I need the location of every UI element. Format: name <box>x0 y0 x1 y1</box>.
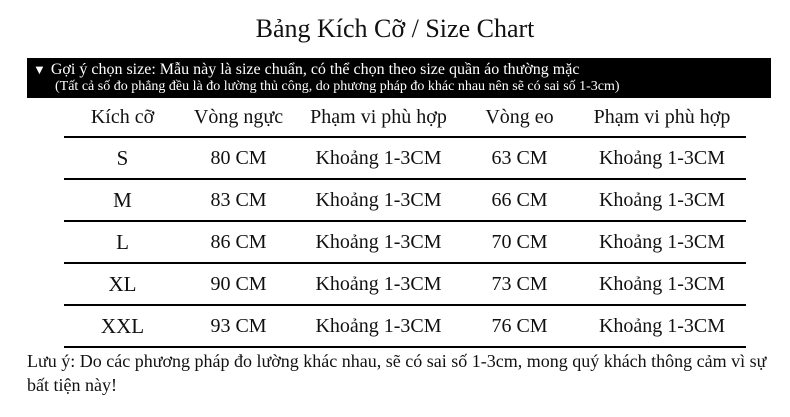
banner-suggestion-text: Gợi ý chọn size: Mẫu này là size chuẩn, có thể chọn theo size quần áo thường mặc <box>50 61 580 78</box>
column-header-chest-range: Phạm vi phù hợp <box>310 106 447 128</box>
cell-waist-range: Khoảng 1-3CM <box>578 137 746 179</box>
size-table <box>64 98 746 348</box>
page-title: Bảng Kích Cỡ / Size Chart <box>255 14 535 43</box>
cell-size: XXL <box>64 305 181 347</box>
table-row <box>64 179 746 221</box>
cell-chest-range: Khoảng 1-3CM <box>296 137 461 179</box>
cell-waist-range: Khoảng 1-3CM <box>578 263 746 305</box>
table-row <box>64 263 746 305</box>
table-row <box>64 305 746 347</box>
cell-waist-range: Khoảng 1-3CM <box>578 305 746 347</box>
cell-chest: 83 CM <box>181 179 296 221</box>
column-header-waist: Vòng eo <box>485 106 554 128</box>
cell-chest: 90 CM <box>181 263 296 305</box>
column-header-size: Kích cỡ <box>90 106 155 128</box>
cell-size: XL <box>64 263 181 305</box>
cell-chest: 93 CM <box>181 305 296 347</box>
table-row <box>64 221 746 263</box>
banner-measurement-note: (Tất cả số đo phẳng đều là đo lường thủ công, do phương pháp đo khác nhau nên sẽ có sai số 1-3cm) <box>55 79 620 94</box>
cell-chest: 86 CM <box>181 221 296 263</box>
cell-size: M <box>64 179 181 221</box>
table-row <box>64 137 746 179</box>
cell-waist: 66 CM <box>461 179 578 221</box>
cell-waist-range: Khoảng 1-3CM <box>578 221 746 263</box>
cell-chest-range: Khoảng 1-3CM <box>296 263 461 305</box>
cell-size: L <box>64 221 181 263</box>
cell-waist-range: Khoảng 1-3CM <box>578 179 746 221</box>
column-header-chest: Vòng ngực <box>193 106 284 128</box>
cell-waist: 76 CM <box>461 305 578 347</box>
size-suggestion-banner <box>27 58 771 98</box>
cell-waist: 70 CM <box>461 221 578 263</box>
disclaimer-note: Lưu ý: Do các phương pháp đo lường khác nhau, sẽ có sai số 1-3cm, mong quý khách thông cảm vì sự bất tiện này! <box>27 351 767 395</box>
triangle-down-icon: ▼ <box>33 62 46 77</box>
cell-chest-range: Khoảng 1-3CM <box>296 179 461 221</box>
table-header-row <box>64 98 746 137</box>
cell-chest-range: Khoảng 1-3CM <box>296 221 461 263</box>
cell-chest-range: Khoảng 1-3CM <box>296 305 461 347</box>
cell-size: S <box>64 137 181 179</box>
cell-chest: 80 CM <box>181 137 296 179</box>
cell-waist: 73 CM <box>461 263 578 305</box>
column-header-waist-range: Phạm vi phù hợp <box>593 106 731 128</box>
cell-waist: 63 CM <box>461 137 578 179</box>
